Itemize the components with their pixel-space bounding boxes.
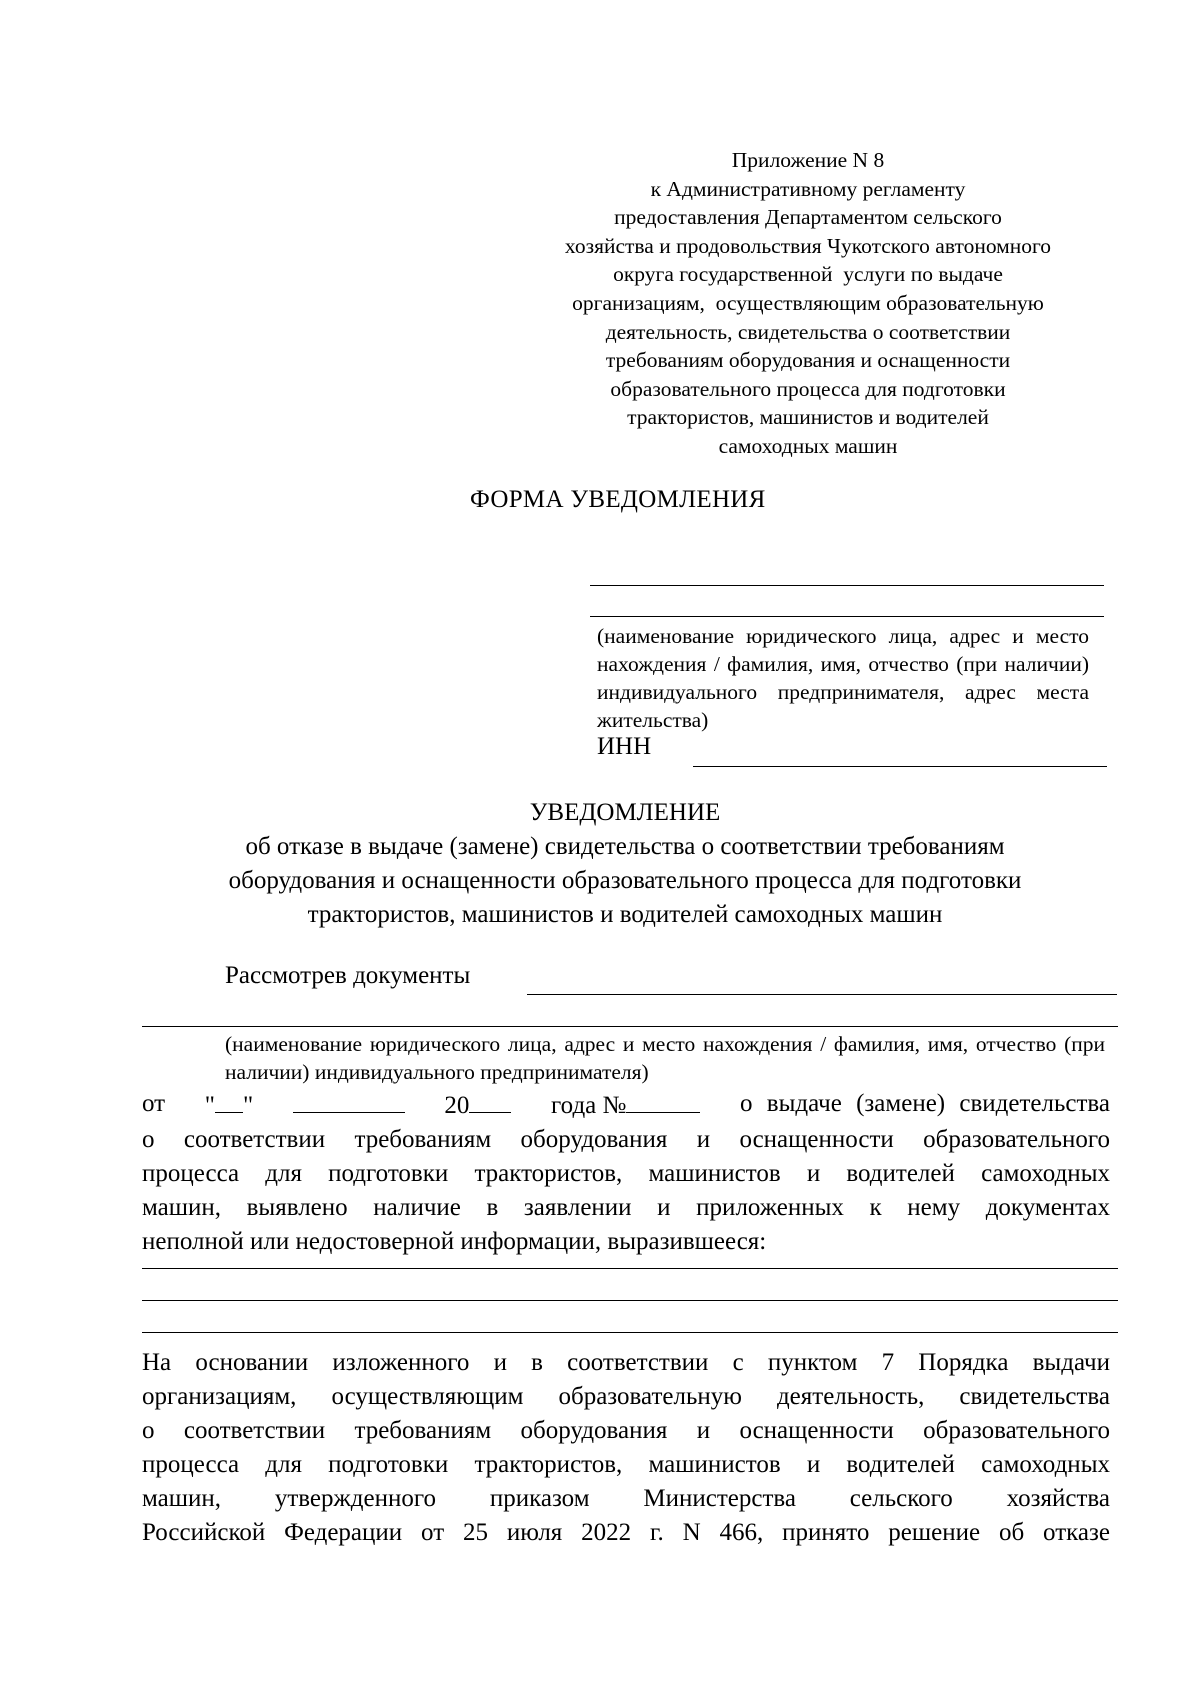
- review-body: [142, 1087, 1110, 1259]
- date-from: от: [142, 1090, 166, 1117]
- review-hint: (наименование юридического лица, адрес и место нахождения / фамилия, имя, отчество (при наличии) индивидуального предпринимателя): [225, 1032, 1105, 1084]
- date-tail: о выдаче (замене) свидетельства: [740, 1090, 1110, 1117]
- date-row: [142, 1087, 1110, 1123]
- fill-line-3: [142, 1332, 1118, 1333]
- decision-line: Российской Федерации от 25 июля 2022 г. N 466, принято решение об отказе: [142, 1519, 1110, 1546]
- recipient-line-2: [590, 616, 1104, 617]
- decision-line: о соответствии требованиям оборудования и оснащенности образовательного: [142, 1417, 1110, 1444]
- decision-line: организациям, осуществляющим образовательную деятельность, свидетельства: [142, 1383, 1110, 1410]
- notice-heading: [160, 796, 1090, 932]
- review-line-1: [527, 994, 1117, 995]
- month-blank: [293, 1087, 405, 1113]
- appendix-line: округа государственной услуги по выдаче: [613, 262, 1003, 287]
- quote-close: ": [242, 1092, 254, 1119]
- recipient-line-1: [590, 585, 1104, 586]
- fill-line-2: [142, 1300, 1118, 1301]
- appendix-line: требованиям оборудования и оснащенности: [605, 348, 1011, 373]
- appendix-header: [528, 146, 1088, 461]
- number-sign: №: [602, 1092, 627, 1119]
- appendix-line: Приложение N 8: [731, 148, 885, 172]
- inn-label: ИНН: [597, 733, 652, 760]
- appendix-line: к Административному регламенту: [650, 176, 966, 201]
- notice-subtitle-line: оборудования и оснащенности образовательного процесса для подготовки: [228, 867, 1022, 894]
- number-blank: [626, 1087, 700, 1113]
- form-title: ФОРМА УВЕДОМЛЕНИЯ: [470, 486, 766, 513]
- day-blank: [215, 1087, 243, 1113]
- appendix-line: предоставления Департаментом сельского: [614, 205, 1002, 230]
- appendix-line: деятельность, свидетельства о соответствии: [605, 319, 1011, 344]
- fill-line-1: [142, 1268, 1118, 1269]
- year-blank: [469, 1087, 511, 1113]
- notice-title: УВЕДОМЛЕНИЕ: [529, 799, 721, 826]
- date-year: [444, 1087, 511, 1123]
- appendix-line: хозяйства и продовольствия Чукотского автономного: [564, 233, 1052, 258]
- appendix-line: трактористов, машинистов и водителей: [627, 405, 989, 430]
- decision-line: машин, утвержденного приказом Министерства сельского хозяйства: [142, 1485, 1110, 1512]
- date-day: [205, 1087, 253, 1123]
- review-line: машин, выявлено наличие в заявлении и приложенных к нему документах: [142, 1194, 1110, 1221]
- date-number: [551, 1087, 700, 1123]
- review-label: Рассмотрев документы: [225, 962, 471, 989]
- review-line: неполной или недостоверной информации, выразившееся:: [142, 1228, 767, 1255]
- review-line: процесса для подготовки трактористов, машинистов и водителей самоходных: [142, 1160, 1110, 1187]
- review-line: о соответствии требованиям оборудования и оснащенности образовательного: [142, 1126, 1110, 1153]
- decision-line: На основании изложенного и в соответствии с пунктом 7 Порядка выдачи: [142, 1349, 1110, 1376]
- recipient-hint: (наименование юридического лица, адрес и место нахождения / фамилия, имя, отчество (при наличии) индивидуального предпринимателя, адрес места жительства): [597, 624, 1089, 732]
- decision-line: процесса для подготовки трактористов, машинистов и водителей самоходных: [142, 1451, 1110, 1478]
- notice-subtitle-line: об отказе в выдаче (замене) свидетельства о соответствии требованиям: [245, 833, 1005, 860]
- year-word: года: [551, 1092, 597, 1119]
- quote-open: ": [204, 1092, 215, 1119]
- inn-line: [693, 766, 1107, 767]
- appendix-line: образовательного процесса для подготовки: [610, 376, 1006, 401]
- decision-body: [142, 1346, 1110, 1550]
- year-prefix: 20: [444, 1092, 470, 1119]
- notice-subtitle-line: трактористов, машинистов и водителей самоходных машин: [307, 901, 943, 928]
- appendix-line: организациям, осуществляющим образовательную: [572, 290, 1044, 315]
- appendix-line: самоходных машин: [718, 433, 898, 458]
- review-line-2: [142, 1026, 1118, 1027]
